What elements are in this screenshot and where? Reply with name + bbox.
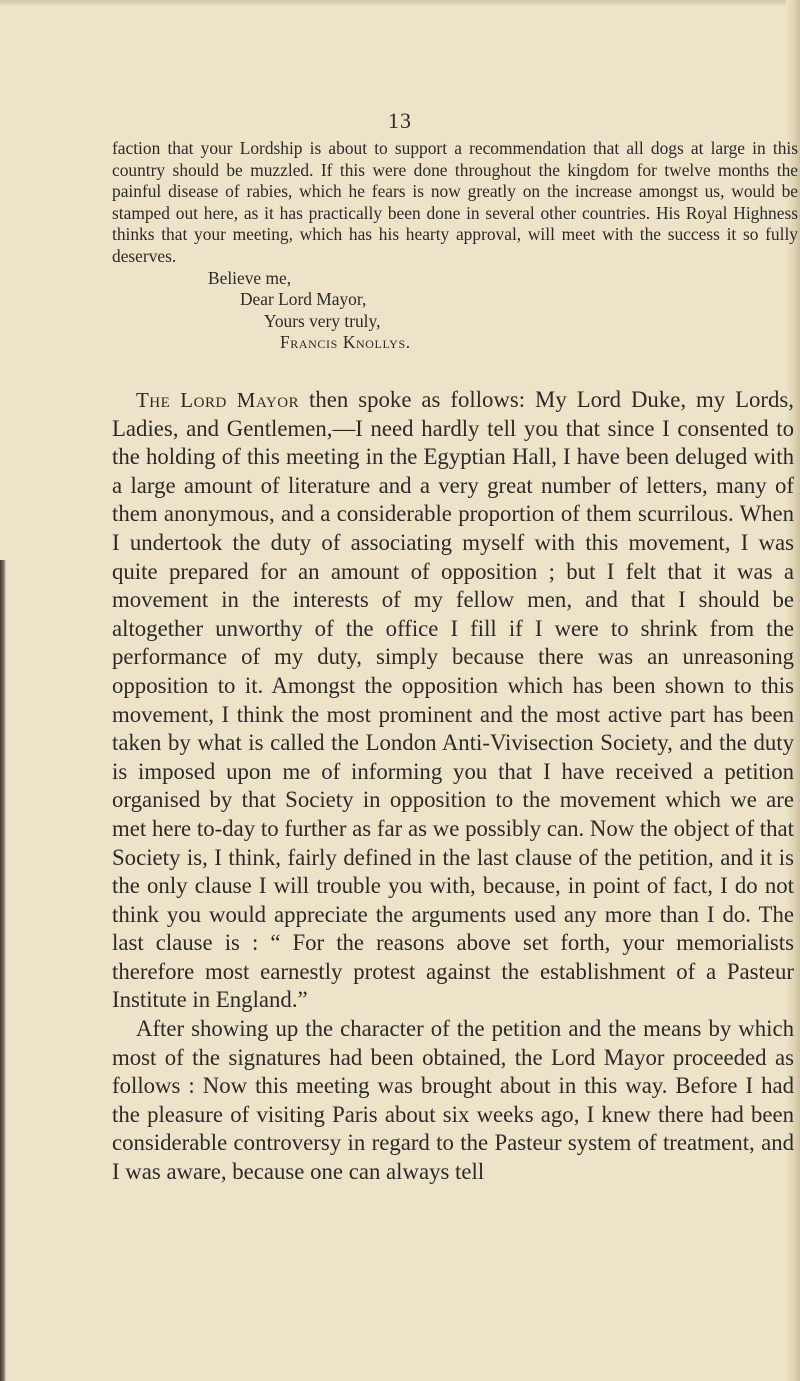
- speech-section: [112, 386, 794, 1187]
- closing-salutation: Dear Lord Mayor,: [240, 289, 367, 310]
- letter-closing: [112, 268, 798, 354]
- speech-paragraph-1: [112, 386, 794, 1015]
- letter-excerpt: [112, 138, 798, 354]
- speaker-name: The Lord Mayor: [136, 388, 300, 412]
- page-top-edge: [0, 0, 800, 6]
- page-number: 13: [388, 108, 412, 133]
- binding-shadow: [0, 560, 6, 1381]
- speech-paragraph-1-text: then spoke as follows: My Lord Duke, my Lords, Ladies, and Gentlemen,—I need hardly tell you that since I consented to the holding of this meeting in the Egyptian Hall, I have been deluged with a large amount of literature and a very great number of letters, many of them anonymous, and a considerable proportion of them scurrilous. When I undertook the duty of associating myself with this movement, I was quite prepared for an amount of opposition ; but I felt that it was a movement in the interests of my fellow men, and that I should be altogether unworthy of the office I fill if I were to shrink from the performance of my duty, simply because there was an unreasoning opposition to it. Amongst the opposition which has been shown to this movement, I think the most prominent and the most active part has been taken by what is called the London Anti-Vivisection Society, and the duty is imposed upon me of informing you that I have received a petition organised by that Society in opposition to the movement which we are met here to-day to further as far as we possibly can. Now the object of that Society is, I think, fairly defined in the last clause of the petition, and it is the only clause I will trouble you with, because, in point of fact, I do not think you would appreciate the arguments used any more than I do. The last clause is : “ For the reasons above set forth, your memorialists therefore most earnestly protest against the establishment of a Pasteur Institute in England.”: [112, 387, 794, 1013]
- speech-paragraph-2: After showing up the character of the petition and the means by which most of the signatures had been obtained, the Lord Mayor proceeded as follows : Now this meeting was brought about in this way. Before I had the pleasure of visiting Paris about six weeks ago, I knew there had been considerable controversy in regard to the Pasteur system of treatment, and I was aware, because one can always tell: [112, 1016, 794, 1185]
- closing-yours-truly: Yours very truly,: [264, 310, 381, 331]
- closing-signature: Francis Knollys.: [280, 332, 411, 353]
- letter-paragraph: faction that your Lordship is about to support a recommendation that all dogs at large in this country should be muzzled. If this were done throughout the kingdom for twelve months the painful disease of rabies, which he fears is now greatly on the increase amongst us, would be stamped out here, as it has practically been done in several other countries. His Royal Highness thinks that your meeting, which has his hearty approval, will meet with the success it so fully deserves.: [112, 138, 798, 266]
- closing-believe-me: Believe me,: [208, 267, 292, 288]
